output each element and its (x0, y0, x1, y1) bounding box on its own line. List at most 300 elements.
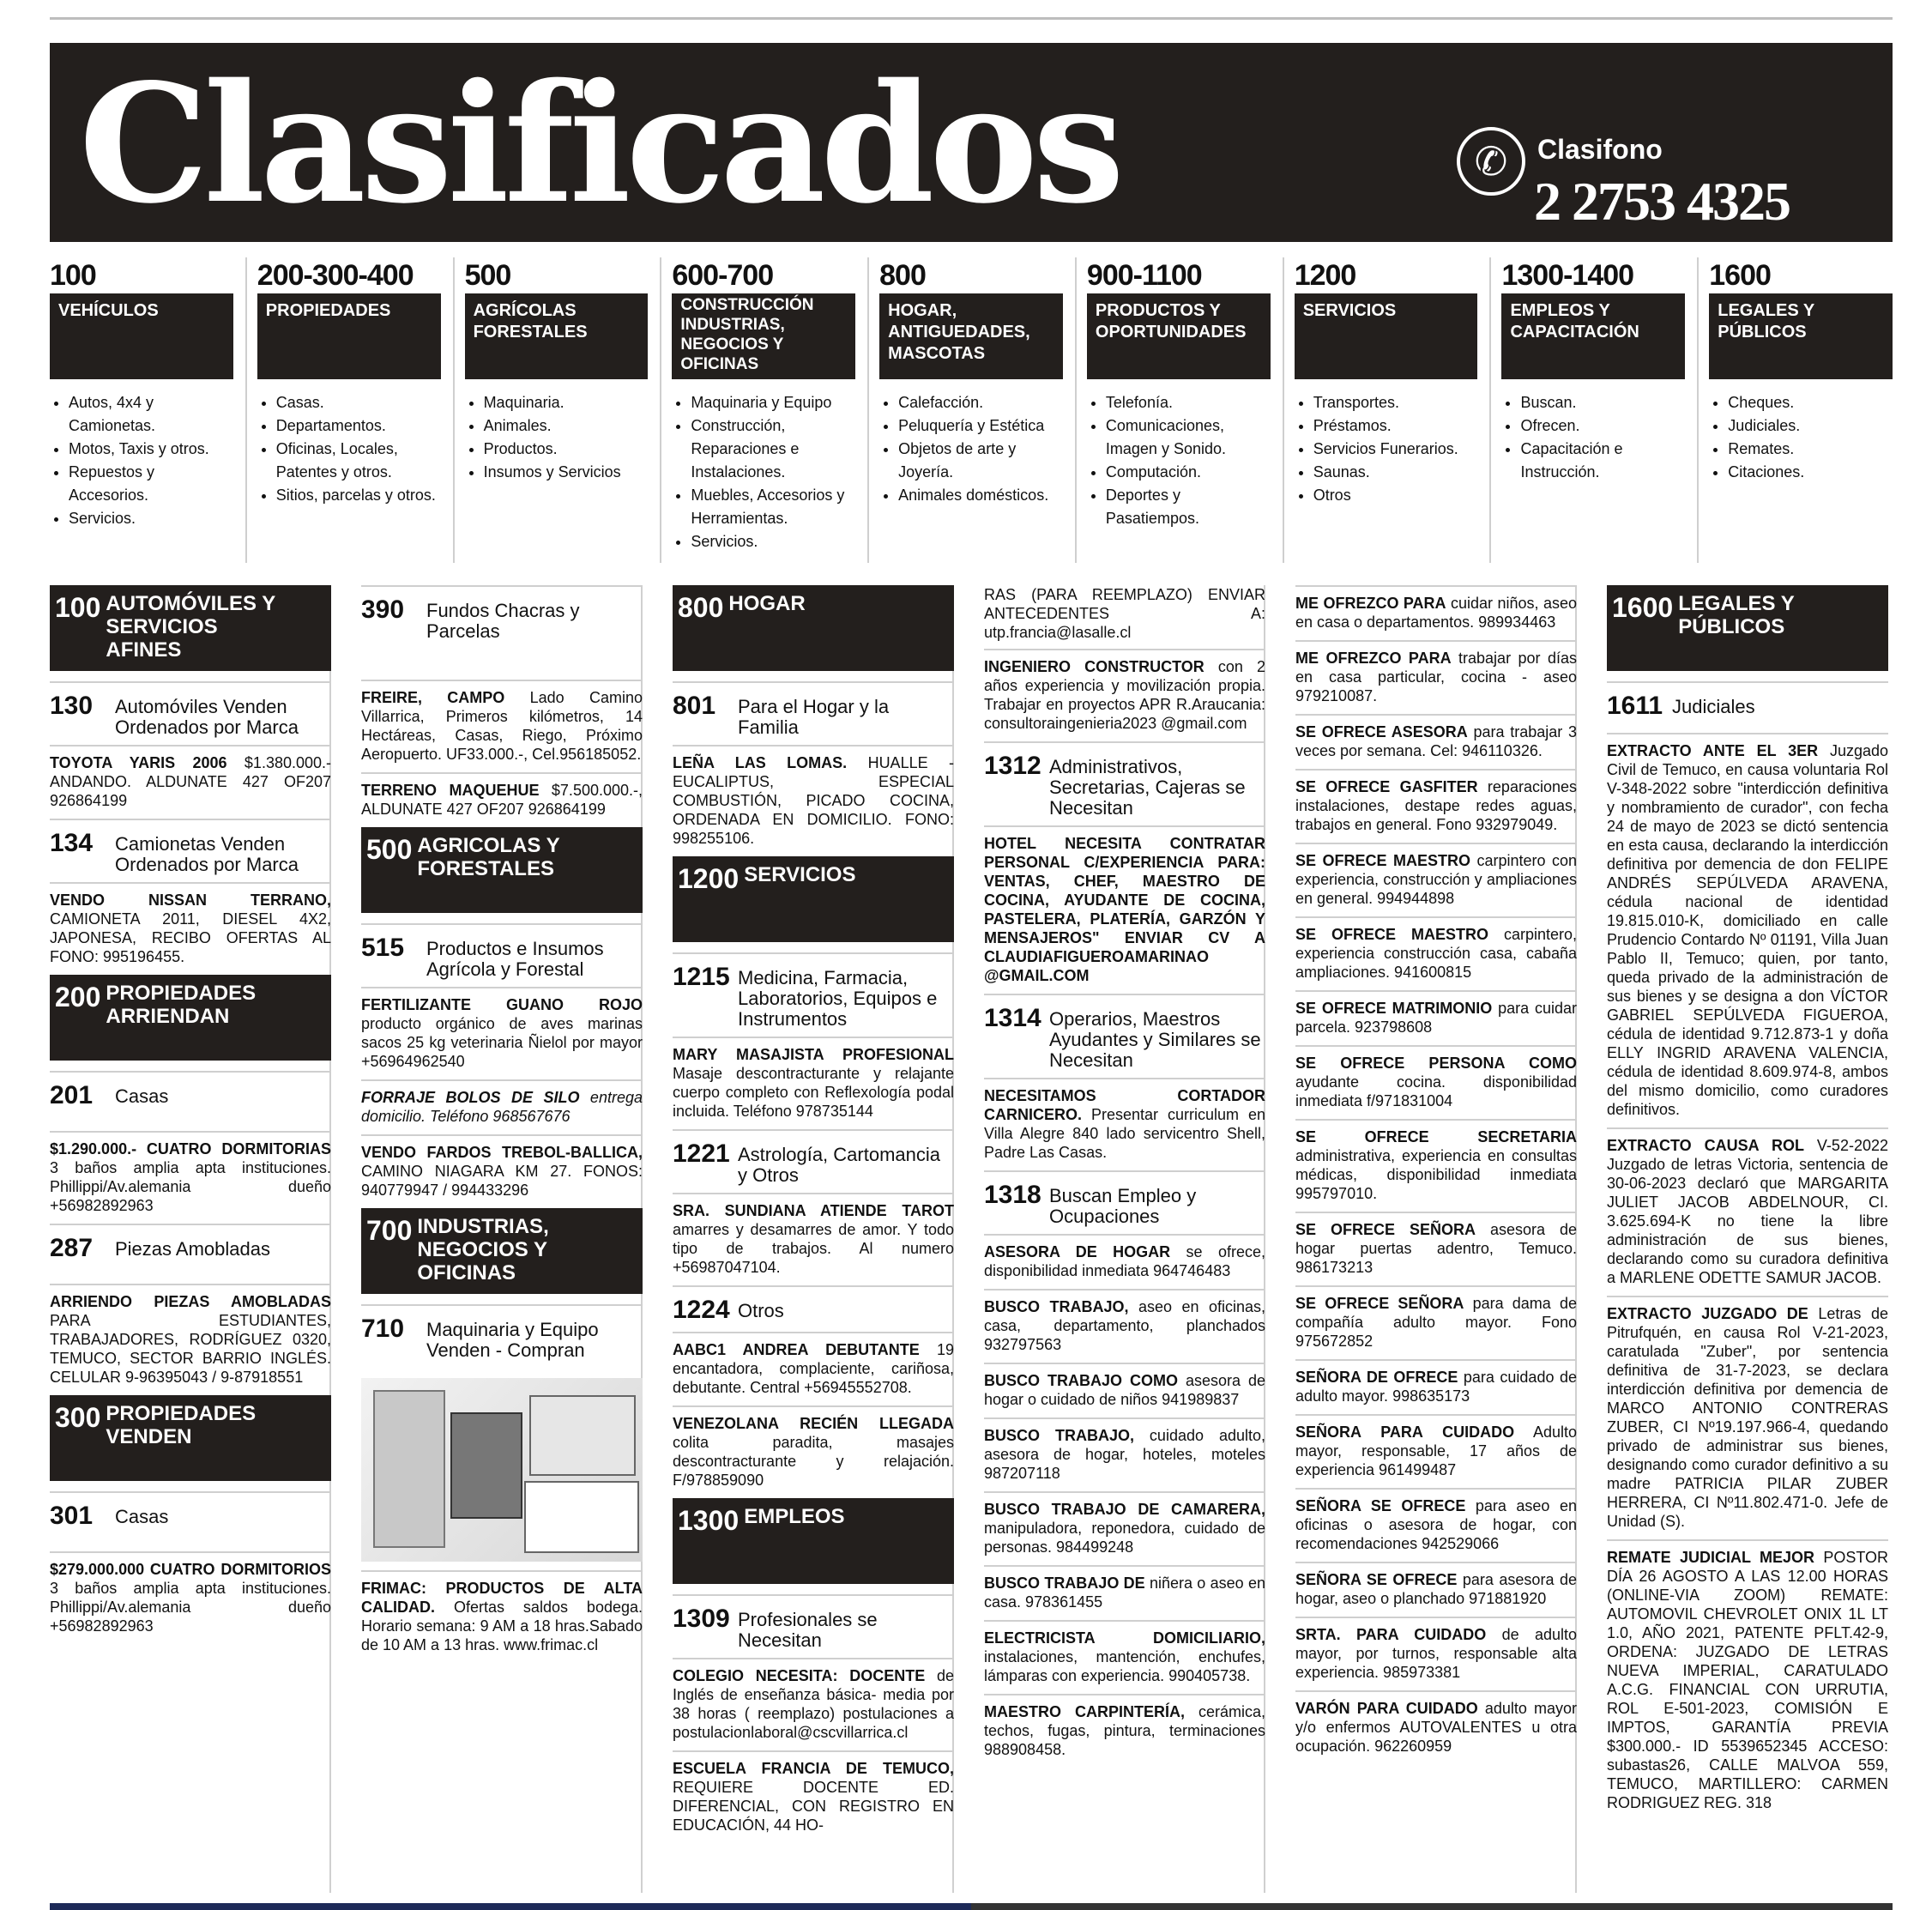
section-title: SERVICIOS (744, 863, 856, 886)
category-propiedades[interactable] (257, 257, 455, 563)
ad-lead: FERTILIZANTE GUANO ROJO (361, 996, 643, 1013)
subsection-number: 301 (50, 1502, 94, 1530)
ad-text: Juzgado Civil de Temuco, en causa voluntaria Rol V-348-2022 sobre "interdicción definitiva y nombramiento de curador", con fecha 24 de mayo de 2023 se dictó sentencia en esta causa, declarando la interdicción definitiva por demencia de don FELIPE ANDRÉS SEPÚLVEDA ARAVENA, cédula nacional de identidad 19.815.010-K, domiciliado en calle Prudencio Contardo Nº 01191, Villa Juan Pablo II, Temuco; quien, por tanto, queda privado de la administración de sus bienes y se designa a don VÍCTOR GABRIEL SEPÚLVEDA FIGUEROA, cédula de identidad 9.712.873-1 y doña ELLY INGRID ARAVENA VALENCIA, cédula de identidad 8.609.974-8, ambos del mismo domicilio, como curadores definitivos. (1607, 742, 1889, 1118)
ad-lead: NECESITAMOS CORTADOR CARNICERO. (984, 1087, 1265, 1123)
classified-ad[interactable] (361, 1134, 643, 1208)
subsection-number: 515 (361, 934, 405, 962)
category-index (50, 257, 1893, 563)
ad-lead: SE OFRECE SEÑORA (1295, 1295, 1464, 1312)
section-number: 200 (55, 982, 101, 1012)
ad-lead: MAESTRO CARPINTERÍA, (984, 1703, 1185, 1720)
ad-text: reparaciones instalaciones, destape redes aguas, trabajos en general. Fono 932979049. (1295, 778, 1577, 833)
category-title: PROPIEDADES (257, 293, 441, 379)
classified-ad[interactable] (361, 772, 643, 827)
subsection-header (50, 1071, 331, 1131)
ad-lead: COLEGIO NECESITA: DOCENTE (673, 1667, 926, 1684)
classified-ad[interactable] (1295, 769, 1577, 843)
category-item: • Calefacción. (898, 391, 1063, 414)
section-header (50, 1395, 331, 1481)
ad-text: PARA ESTUDIANTES, TRABAJADORES, RODRÍGUEZ 0320, TEMUCO, SECTOR BARRIO INGLÉS. CELULAR 9-96395043 / 9-87918551 (50, 1312, 331, 1386)
subsection-number: 801 (673, 692, 716, 720)
ad-text: Presentar curriculum en Villa Alegre 840 lado servicentro Shell, Padre Las Casas. (984, 1106, 1265, 1161)
section-title: INDUSTRIAS, NEGOCIOS Y OFICINAS (417, 1215, 549, 1284)
category-number: 1200 (1294, 259, 1356, 292)
ad-text: asesora de hogar puertas adentro, Temuco. 986173213 (1295, 1221, 1577, 1276)
ad-lead: AABC1 ANDREA DEBUTANTE (673, 1341, 920, 1358)
ad-lead: FREIRE, CAMPO (361, 689, 505, 706)
ad-text: cerámica, techos, fugas, pintura, terminaciones 988908458. (984, 1703, 1265, 1758)
phone-icon: ✆ (1457, 127, 1525, 196)
category-number: 1600 (1709, 259, 1771, 292)
category-title: HOGAR, ANTIGUEDADES, MASCOTAS (879, 293, 1063, 379)
classified-ad[interactable] (361, 1079, 643, 1134)
ad-text: Ofertas saldos bodega. Horario semana: 9 AM a 18 hras.Sabado de 10 AM a 13 hras. www.frimac.cl (361, 1599, 643, 1653)
ad-lead: ESCUELA FRANCIA DE TEMUCO, (673, 1760, 954, 1777)
classified-ad[interactable] (673, 1193, 954, 1285)
classified-ad[interactable] (673, 1405, 954, 1498)
ad-text: manipuladora, reponedora, cuidado de personas. 984499248 (984, 1520, 1265, 1556)
classified-ad[interactable] (1295, 1359, 1577, 1414)
classified-ad[interactable] (1295, 1690, 1577, 1764)
ad-text: amarres y desamarres de amor. Y todo tipo de trabajos. Al numero +56987047104. (673, 1221, 954, 1276)
column-2 (361, 585, 643, 1893)
subsection-number: 1314 (984, 1004, 1041, 1032)
subsection-number: 1221 (673, 1139, 730, 1168)
classified-ad[interactable] (1295, 1119, 1577, 1212)
category-item: • Servicios. (69, 507, 233, 530)
subsection-title: Camionetas Venden Ordenados por Marca (115, 833, 299, 875)
category-item: • Muebles, Accesorios y Herramientas. (691, 484, 855, 530)
classified-ad[interactable] (1607, 1127, 1888, 1296)
category-item: • Oficinas, Locales, Patentes y otros. (276, 438, 441, 484)
ad-text: cuidar niños, aseo en casa o departamentos. 989934463 (1295, 595, 1577, 631)
ad-lead: TERRENO MAQUEHUE (361, 782, 540, 799)
category-item: • Saunas. (1313, 461, 1478, 484)
category-item: • Telefonía. (1106, 391, 1271, 414)
category-number: 800 (879, 259, 926, 292)
ad-lead: HOTEL NECESITA CONTRATAR PERSONAL C/EXPERIENCIA PARA: VENTAS, CHEF, MAESTRO DE COCINA, AYUDANTE DE COCINA, PASTELERA, PLATERÍA, GARZÓN Y MENSAJEROS" ENVIAR CV A CLAUDIAFIGUEROAMARINAO @GMAIL.COM (984, 835, 1265, 984)
ad-text: producto orgánico de aves marinas sacos 25 kg veterinaria Ñielol por mayor +56964962540 (361, 1015, 643, 1070)
classified-ad[interactable] (1295, 1045, 1577, 1119)
classified-ad[interactable] (984, 1078, 1265, 1170)
classified-ad[interactable] (1607, 1296, 1888, 1539)
subsection-title: Automóviles Venden Ordenados por Marca (115, 696, 299, 738)
subsection-number: 1215 (673, 963, 730, 991)
ad-lead: SEÑORA SE OFRECE (1295, 1571, 1458, 1588)
category-productos[interactable] (1087, 257, 1284, 563)
ad-text: para asesora de hogar, aseo o planchado 971881920 (1295, 1571, 1577, 1607)
subsection-number: 287 (50, 1234, 94, 1262)
ad-text: ayudante cocina. disponibilidad inmediata f/971831004 (1295, 1073, 1577, 1109)
column-4 (984, 585, 1265, 1893)
ad-lead: ME OFREZCO PARA (1295, 650, 1452, 667)
category-item: • Casas. (276, 391, 441, 414)
column-6 (1607, 585, 1888, 1893)
freezer-image (524, 1481, 639, 1553)
subsection-number: 1224 (673, 1296, 730, 1324)
classified-ad[interactable] (673, 1658, 954, 1750)
category-item: • Deportes y Pasatiempos. (1106, 484, 1271, 530)
category-item: • Citaciones. (1728, 461, 1893, 484)
ad-lead: BUSCO TRABAJO COMO (984, 1372, 1178, 1389)
ad-text: de adulto mayor, por turnos, responsable alta experiencia. 985973381 (1295, 1626, 1577, 1681)
ad-text: cuidado adulto, asesora de hogar, hoteles, moteles 987207118 (984, 1427, 1265, 1482)
ad-text: Letras de Pitrufquén, en causa Rol V-21-2023, caratulada "Zuber", por sentencia definitiva de 31-7-2023, se declara interdicción definitiva por demencia de MARCO ANTONIO CONTRERAS ZUBER, CI Nº19.197.966-4, quedando privado de administrar sus bienes, designando como curador definitivo a su madre PATRICIA PILAR ZUBER HERRERA, CI Nº11.802.471-0. Jefe de Unidad (S). (1607, 1305, 1888, 1530)
category-items (465, 391, 649, 484)
category-items (879, 391, 1063, 507)
classified-ad[interactable] (984, 1289, 1265, 1363)
category-item: • Ofrecen. (1520, 414, 1685, 438)
subsection-title: Operarios, Maestros Ayudantes y Similares se Necesitan (1049, 1008, 1261, 1071)
ad-lead: EXTRACTO CAUSA ROL (1607, 1137, 1804, 1154)
section-number: 1600 (1612, 592, 1674, 623)
category-title: PRODUCTOS Y OPORTUNIDADES (1087, 293, 1271, 379)
ad-text: $7.500.000.-, ALDUNATE 427 OF207 926864199 (361, 782, 643, 818)
subsection-number: 1611 (1607, 692, 1663, 720)
subsection-title: Casas (115, 1506, 169, 1527)
classified-ad[interactable] (1295, 1488, 1577, 1562)
ad-lead: SE OFRECE SEÑORA (1295, 1221, 1476, 1238)
section-number: 700 (366, 1215, 413, 1246)
category-item: • Judiciales. (1728, 414, 1893, 438)
ad-text: 3 baños amplia apta instituciones. Phillippi/Av.alemania dueño +56982892963 (50, 1580, 331, 1635)
category-items (257, 391, 441, 507)
classified-ad[interactable] (1295, 843, 1577, 916)
subsection-title: Otros (738, 1300, 784, 1321)
classified-ad[interactable] (984, 1694, 1265, 1768)
subsection-number: 1312 (984, 752, 1041, 780)
category-title: AGRÍCOLAS FORESTALES (465, 293, 649, 379)
ad-lead: FRIMAC: PRODUCTOS DE ALTA CALIDAD. (361, 1580, 643, 1616)
section-header (1607, 585, 1888, 671)
category-agricolas[interactable] (465, 257, 662, 563)
section-number: 1300 (678, 1505, 740, 1536)
ad-lead: SE OFRECE SECRETARIA (1295, 1128, 1577, 1145)
section-title: PROPIEDADES VENDEN (106, 1402, 257, 1448)
classified-ad[interactable] (984, 1491, 1265, 1565)
ad-lead: ARRIENDO PIEZAS AMOBLADAS (50, 1293, 331, 1310)
category-number: 200-300-400 (257, 259, 414, 292)
subsection-header (50, 819, 331, 882)
subsection-header (984, 994, 1265, 1078)
ad-lead: EXTRACTO ANTE EL 3ER (1607, 742, 1819, 759)
classified-ad[interactable] (1295, 1617, 1577, 1690)
subsection-header (50, 1491, 331, 1551)
category-items (1295, 391, 1478, 507)
section-header (673, 1498, 954, 1584)
ad-lead: SEÑORA SE OFRECE (1295, 1497, 1466, 1514)
category-item: • Motos, Taxis y otros. (69, 438, 233, 461)
ad-lead: SEÑORA PARA CUIDADO (1295, 1423, 1515, 1441)
classified-ad[interactable] (984, 825, 1265, 994)
category-title: LEGALES Y PÚBLICOS (1709, 293, 1893, 379)
category-hogar[interactable] (879, 257, 1077, 563)
phone-label: Clasifono (1537, 134, 1663, 165)
subsection-title: Fundos Chacras y Parcelas (426, 600, 580, 642)
ad-text: para trabajar 3 veces por semana. Cel: 946110326. (1295, 723, 1577, 759)
classified-ad[interactable] (984, 1417, 1265, 1491)
phone-number: 2 2753 4325 (1534, 171, 1790, 232)
ad-text: instalaciones, mantención, enchufes, lámparas con experiencia. 990405738. (984, 1648, 1265, 1684)
ad-lead: SE OFRECE ASESORA (1295, 723, 1468, 740)
subsection-header (673, 1594, 954, 1658)
subsection-title: Para el Hogar y la Familia (738, 696, 890, 738)
subsection-title: Medicina, Farmacia, Laboratorios, Equipos e Instrumentos (738, 967, 938, 1030)
section-number: 800 (678, 592, 724, 623)
ice-cream-machine-image (373, 1390, 445, 1548)
ad-text: asesora de hogar o cuidado de niños 941989837 (984, 1372, 1265, 1408)
category-item: • Departamentos. (276, 414, 441, 438)
classified-ad[interactable] (1295, 585, 1577, 640)
category-item: • Servicios Funerarios. (1313, 438, 1478, 461)
classified-ad[interactable] (673, 1332, 954, 1405)
ad-lead: MARY MASAJISTA PROFESIONAL (673, 1046, 954, 1063)
ad-lead: VENEZOLANA RECIÉN LLEGADA (673, 1415, 954, 1432)
column-3 (673, 585, 954, 1893)
category-number: 1300-1400 (1501, 259, 1634, 292)
subsection-title: Astrología, Cartomancia y Otros (738, 1144, 940, 1186)
subsection-header (673, 681, 954, 745)
category-item: • Animales. (484, 414, 649, 438)
ad-text: carpintero con experiencia, construcción y ampliaciones en general. 994944898 (1295, 852, 1577, 907)
classified-ad[interactable] (673, 1750, 954, 1843)
ad-lead: VARÓN PARA CUIDADO (1295, 1700, 1478, 1717)
classified-ad[interactable] (50, 882, 331, 975)
top-rule (50, 17, 1893, 20)
ad-text: para cuidar parcela. 923798608 (1295, 1000, 1577, 1036)
category-item: • Animales domésticos. (898, 484, 1063, 507)
classified-ad[interactable] (50, 1131, 331, 1224)
category-items (672, 391, 855, 553)
subsection-number: 710 (361, 1315, 405, 1343)
ad-lead: SE OFRECE MATRIMONIO (1295, 1000, 1493, 1017)
section-number: 500 (366, 834, 413, 865)
category-title: EMPLEOS Y CAPACITACIÓN (1501, 293, 1685, 379)
subsection-number: 130 (50, 692, 94, 720)
category-title: SERVICIOS (1295, 293, 1478, 379)
category-legales[interactable] (1709, 257, 1893, 563)
section-number: 1200 (678, 863, 740, 894)
ad-lead: SRA. SUNDIANA ATIENDE TAROT (673, 1202, 954, 1219)
subsection-number: 134 (50, 829, 94, 857)
subsection-header (673, 952, 954, 1037)
classified-ad[interactable] (1295, 1414, 1577, 1488)
subsection-header (1607, 681, 1888, 733)
ad-text: para aseo en oficinas o asesora de hogar, con recomendaciones 942529066 (1295, 1497, 1577, 1552)
ad-lead: $1.290.000.- CUATRO DORMITORIAS (50, 1140, 331, 1157)
classified-ad[interactable] (984, 1234, 1265, 1289)
ad-continuation: RAS (PARA REEMPLAZO) ENVIAR ANTECEDENTES A: utp.francia@lasalle.cl (984, 586, 1265, 641)
listings (50, 585, 1893, 1893)
category-items (1501, 391, 1685, 484)
category-servicios[interactable] (1295, 257, 1492, 563)
ad-text: con 2 años experiencia y movilización propia. Trabajar en proyectos APR R.Araucania: consultoraingenieria2023 @gmail.com (984, 658, 1265, 732)
ad-text: Adulto mayor, responsable, 17 años de experiencia 961499487 (1295, 1423, 1578, 1478)
subsection-header (984, 1170, 1265, 1234)
ad-lead: SRTA. PARA CUIDADO (1295, 1626, 1487, 1643)
ad-text: 19 encantadora, complaciente, cariñosa, debutante. Central +56945552708. (673, 1341, 954, 1396)
ad-lead: BUSCO TRABAJO DE CAMARERA, (984, 1501, 1265, 1518)
category-item: • Autos, 4x4 y Camionetas. (69, 391, 233, 438)
display-fridge-image (450, 1412, 522, 1519)
ad-text: 3 baños amplia apta instituciones. Phillippi/Av.alemania dueño +56982892963 (50, 1159, 331, 1214)
category-item: • Computación. (1106, 461, 1271, 484)
category-number: 600-700 (672, 259, 774, 292)
classified-ad[interactable] (1607, 1539, 1888, 1821)
ad-lead: TOYOTA YARIS 2006 (50, 754, 227, 771)
subsection-header (361, 585, 643, 680)
subsection-header (361, 923, 643, 987)
ad-lead: SEÑORA DE OFRECE (1295, 1369, 1458, 1386)
category-items (50, 391, 233, 530)
category-title: CONSTRUCCIÓN INDUSTRIAS, NEGOCIOS Y OFICINAS (672, 293, 855, 379)
section-header (673, 585, 954, 671)
subsection-title: Productos e Insumos Agrícola y Forestal (426, 938, 604, 980)
category-item: • Otros (1313, 484, 1478, 507)
classified-ad[interactable] (1295, 640, 1577, 714)
ad-lead: EXTRACTO JUZGADO DE (1607, 1305, 1808, 1322)
subsection-title: Administrativos, Secretarias, Cajeras se Necesitan (1049, 756, 1246, 819)
ad-text: trabajar por días en casa particular, cocina - aseo 979210087. (1295, 650, 1578, 704)
category-items (1709, 391, 1893, 484)
classified-ad[interactable] (361, 987, 643, 1079)
ad-text: niñera o aseo en casa. 978361455 (984, 1575, 1265, 1611)
subsection-header (50, 681, 331, 745)
product-photo (361, 1378, 643, 1562)
classified-ad[interactable] (673, 745, 954, 856)
classified-ad[interactable] (1295, 990, 1577, 1045)
ad-text: de Inglés de enseñanza básica- media por 38 horas ( reemplazo) postulaciones a postulacionlaboral@cscvillarrica.cl (673, 1667, 954, 1741)
subsection-number: 201 (50, 1081, 94, 1109)
subsection-header (673, 1285, 954, 1332)
category-item: • Servicios. (691, 530, 855, 553)
ad-text: HUALLE - EUCALIPTUS, ESPECIAL COMBUSTIÓN, PICADO COCINA, ORDENADA EN DOMICILIO. FONO: 998255106. (673, 754, 954, 847)
section-header (361, 827, 643, 913)
category-vehiculos[interactable] (50, 257, 247, 563)
category-item: • Cheques. (1728, 391, 1893, 414)
section-title: PROPIEDADES ARRIENDAN (106, 982, 257, 1028)
ad-text: CAMIONETA 2011, DIESEL 4X2, JAPONESA, RECIBO OFERTAS AL FONO: 995196455. (50, 910, 331, 965)
ad-lead: BUSCO TRABAJO, (984, 1298, 1129, 1315)
category-item: • Remates. (1728, 438, 1893, 461)
masthead (50, 43, 1893, 242)
category-title: VEHÍCULOS (50, 293, 233, 379)
ad-text: aseo en oficinas, casa, departamento, planchados 932797563 (984, 1298, 1265, 1353)
ad-text: carpintero, experiencia construcción casa, cabaña ampliaciones. 941600815 (1295, 926, 1577, 981)
ad-text: para cuidado de adulto mayor. 998635173 (1295, 1369, 1577, 1405)
ad-lead: VENDO FARDOS TREBOL-BALLICA, (361, 1144, 643, 1161)
section-number: 300 (55, 1402, 101, 1433)
classified-ad[interactable] (1295, 1212, 1577, 1285)
category-item: • Préstamos. (1313, 414, 1478, 438)
category-item: • Maquinaria y Equipo (691, 391, 855, 414)
section-header (50, 585, 331, 671)
subsection-title: Maquinaria y Equipo Venden - Compran (426, 1319, 599, 1361)
ad-text: colita paradita, masajes descontracturante y relajación. F/978859090 (673, 1434, 954, 1489)
classified-ad[interactable] (361, 680, 643, 772)
ad-lead: SE OFRECE PERSONA COMO (1295, 1055, 1577, 1072)
category-item: • Construcción, Reparaciones e Instalaciones. (691, 414, 855, 484)
classified-ad[interactable] (1295, 714, 1577, 769)
ad-text: $1.380.000.- ANDANDO. ALDUNATE 427 OF207 926864199 (50, 754, 332, 809)
category-item: • Maquinaria. (484, 391, 649, 414)
subsection-header (984, 741, 1265, 825)
category-empleos[interactable] (1501, 257, 1699, 563)
ad-lead: BUSCO TRABAJO DE (984, 1575, 1145, 1592)
ad-text: Lado Camino Villarrica, Primeros kilómetros, 14 Hectáreas, Casas, Riego, Próximo Aeropuerto. UF33.000.-, Cel.956185052. (361, 689, 643, 763)
category-number: 900-1100 (1086, 259, 1202, 292)
subsection-title: Piezas Amobladas (115, 1238, 270, 1260)
ad-lead: ELECTRICISTA DOMICILIARIO, (984, 1629, 1265, 1647)
page-title: Clasificados (79, 48, 1120, 239)
subsection-title: Buscan Empleo y Ocupaciones (1049, 1185, 1197, 1227)
ad-text: Masaje descontracturante y relajante cuerpo completo con Reflexología podal incluida. Teléfono 978735144 (673, 1065, 954, 1120)
column-1 (50, 585, 331, 1893)
ad-text: administrativa, experiencia en consultas médicas, disponibilidad inmediata 995797010. (1295, 1147, 1577, 1202)
classified-ad[interactable] (50, 1284, 331, 1395)
category-item: • Comunicaciones, Imagen y Sonido. (1106, 414, 1271, 461)
ad-text: REQUIERE DOCENTE ED. DIFERENCIAL, CON REGISTRO EN EDUCACIÓN, 44 HO- (673, 1779, 954, 1834)
section-header (673, 856, 954, 942)
section-header (50, 975, 331, 1061)
ad-lead: REMATE JUDICIAL MEJOR (1607, 1549, 1814, 1566)
showcase-image (529, 1395, 636, 1476)
subsection-number: 1318 (984, 1181, 1041, 1209)
ad-lead: SE OFRECE GASFITER (1295, 778, 1478, 795)
section-title: AGRICOLAS Y FORESTALES (417, 834, 560, 880)
category-item: • Buscan. (1520, 391, 1685, 414)
column-5 (1295, 585, 1577, 1893)
classified-ad[interactable] (50, 1551, 331, 1644)
subsection-title: Profesionales se Necesitan (738, 1609, 878, 1651)
classified-ad[interactable] (984, 1363, 1265, 1417)
ad-lead: ASESORA DE HOGAR (984, 1243, 1171, 1260)
classified-ad[interactable] (984, 1565, 1265, 1620)
ad-lead: VENDO NISSAN TERRANO, (50, 892, 331, 909)
subsection-number: 1309 (673, 1605, 730, 1633)
subsection-header (361, 1304, 643, 1368)
classified-ad[interactable] (1295, 1285, 1577, 1359)
ad-text: V-52-2022 Juzgado de letras Victoria, sentencia de 30-06-2023 declaró que MARGARITA JULIET JACOB ABDELNOUR, CI. 3.625.694-K no tiene la libre administración de sus bienes, declarando como su curadora definitiva a MARLENE ODETTE SAMUR JACOB. (1607, 1137, 1888, 1286)
section-title: EMPLEOS (744, 1505, 845, 1528)
ad-text: se ofrece, disponibilidad inmediata 964746483 (984, 1243, 1265, 1279)
category-item: • Sitios, parcelas y otros. (276, 484, 441, 507)
classified-ad[interactable] (361, 1570, 643, 1663)
category-item: • Transportes. (1313, 391, 1478, 414)
classified-ad[interactable] (673, 1037, 954, 1129)
classified-ad[interactable] (1607, 733, 1888, 1127)
ad-lead: BUSCO TRABAJO, (984, 1427, 1134, 1444)
category-item: • Peluquería y Estética (898, 414, 1063, 438)
classified-ad[interactable] (1295, 916, 1577, 990)
category-item: • Objetos de arte y Joyería. (898, 438, 1063, 484)
subsection-header (50, 1224, 331, 1284)
classified-ad[interactable] (50, 745, 331, 819)
ad-lead: ME OFREZCO PARA (1295, 595, 1446, 612)
ad-text: entrega domicilio. Teléfono 968567676 (361, 1089, 643, 1125)
category-construccion[interactable] (672, 257, 869, 563)
classified-ad[interactable] (984, 649, 1265, 741)
classified-ad[interactable] (1295, 1562, 1577, 1617)
ad-text: POSTOR DÍA 26 AGOSTO A LAS 12.00 HORAS (ONLINE-VIA ZOOM) REMATE: AUTOMOVIL CHEVROLET ONIX 1L LT 1.0, AÑO 2021, PATENTE PFLT.42-9, ORDENA: JUZGADO DE LETRAS NUEVA IMPERIAL, CARATULADO A.C.G. FINANCIAL CON URRUTIA, ROL E-501-2023, COMISIÓN E IMPTOS, GARANTÍA PREVIA $300.000.- ID 5539652345 ACCESO: subastas26, CALLE MALVOA 559, TEMUCO, MARTILLERO: CARMEN RODRIGUEZ REG. 318 (1607, 1549, 1889, 1811)
category-item: • Productos. (484, 438, 649, 461)
ad-text: para dama de compañía adulto mayor. Fono 975672852 (1295, 1295, 1578, 1350)
classified-ad[interactable] (984, 1620, 1265, 1694)
ad-lead: SE OFRECE MAESTRO (1295, 852, 1470, 869)
category-item: • Repuestos y Accesorios. (69, 461, 233, 507)
ad-text: adulto mayor y/o enfermos AUTOVALENTES u otra ocupación. 962260959 (1295, 1700, 1577, 1755)
subsection-header (673, 1129, 954, 1193)
